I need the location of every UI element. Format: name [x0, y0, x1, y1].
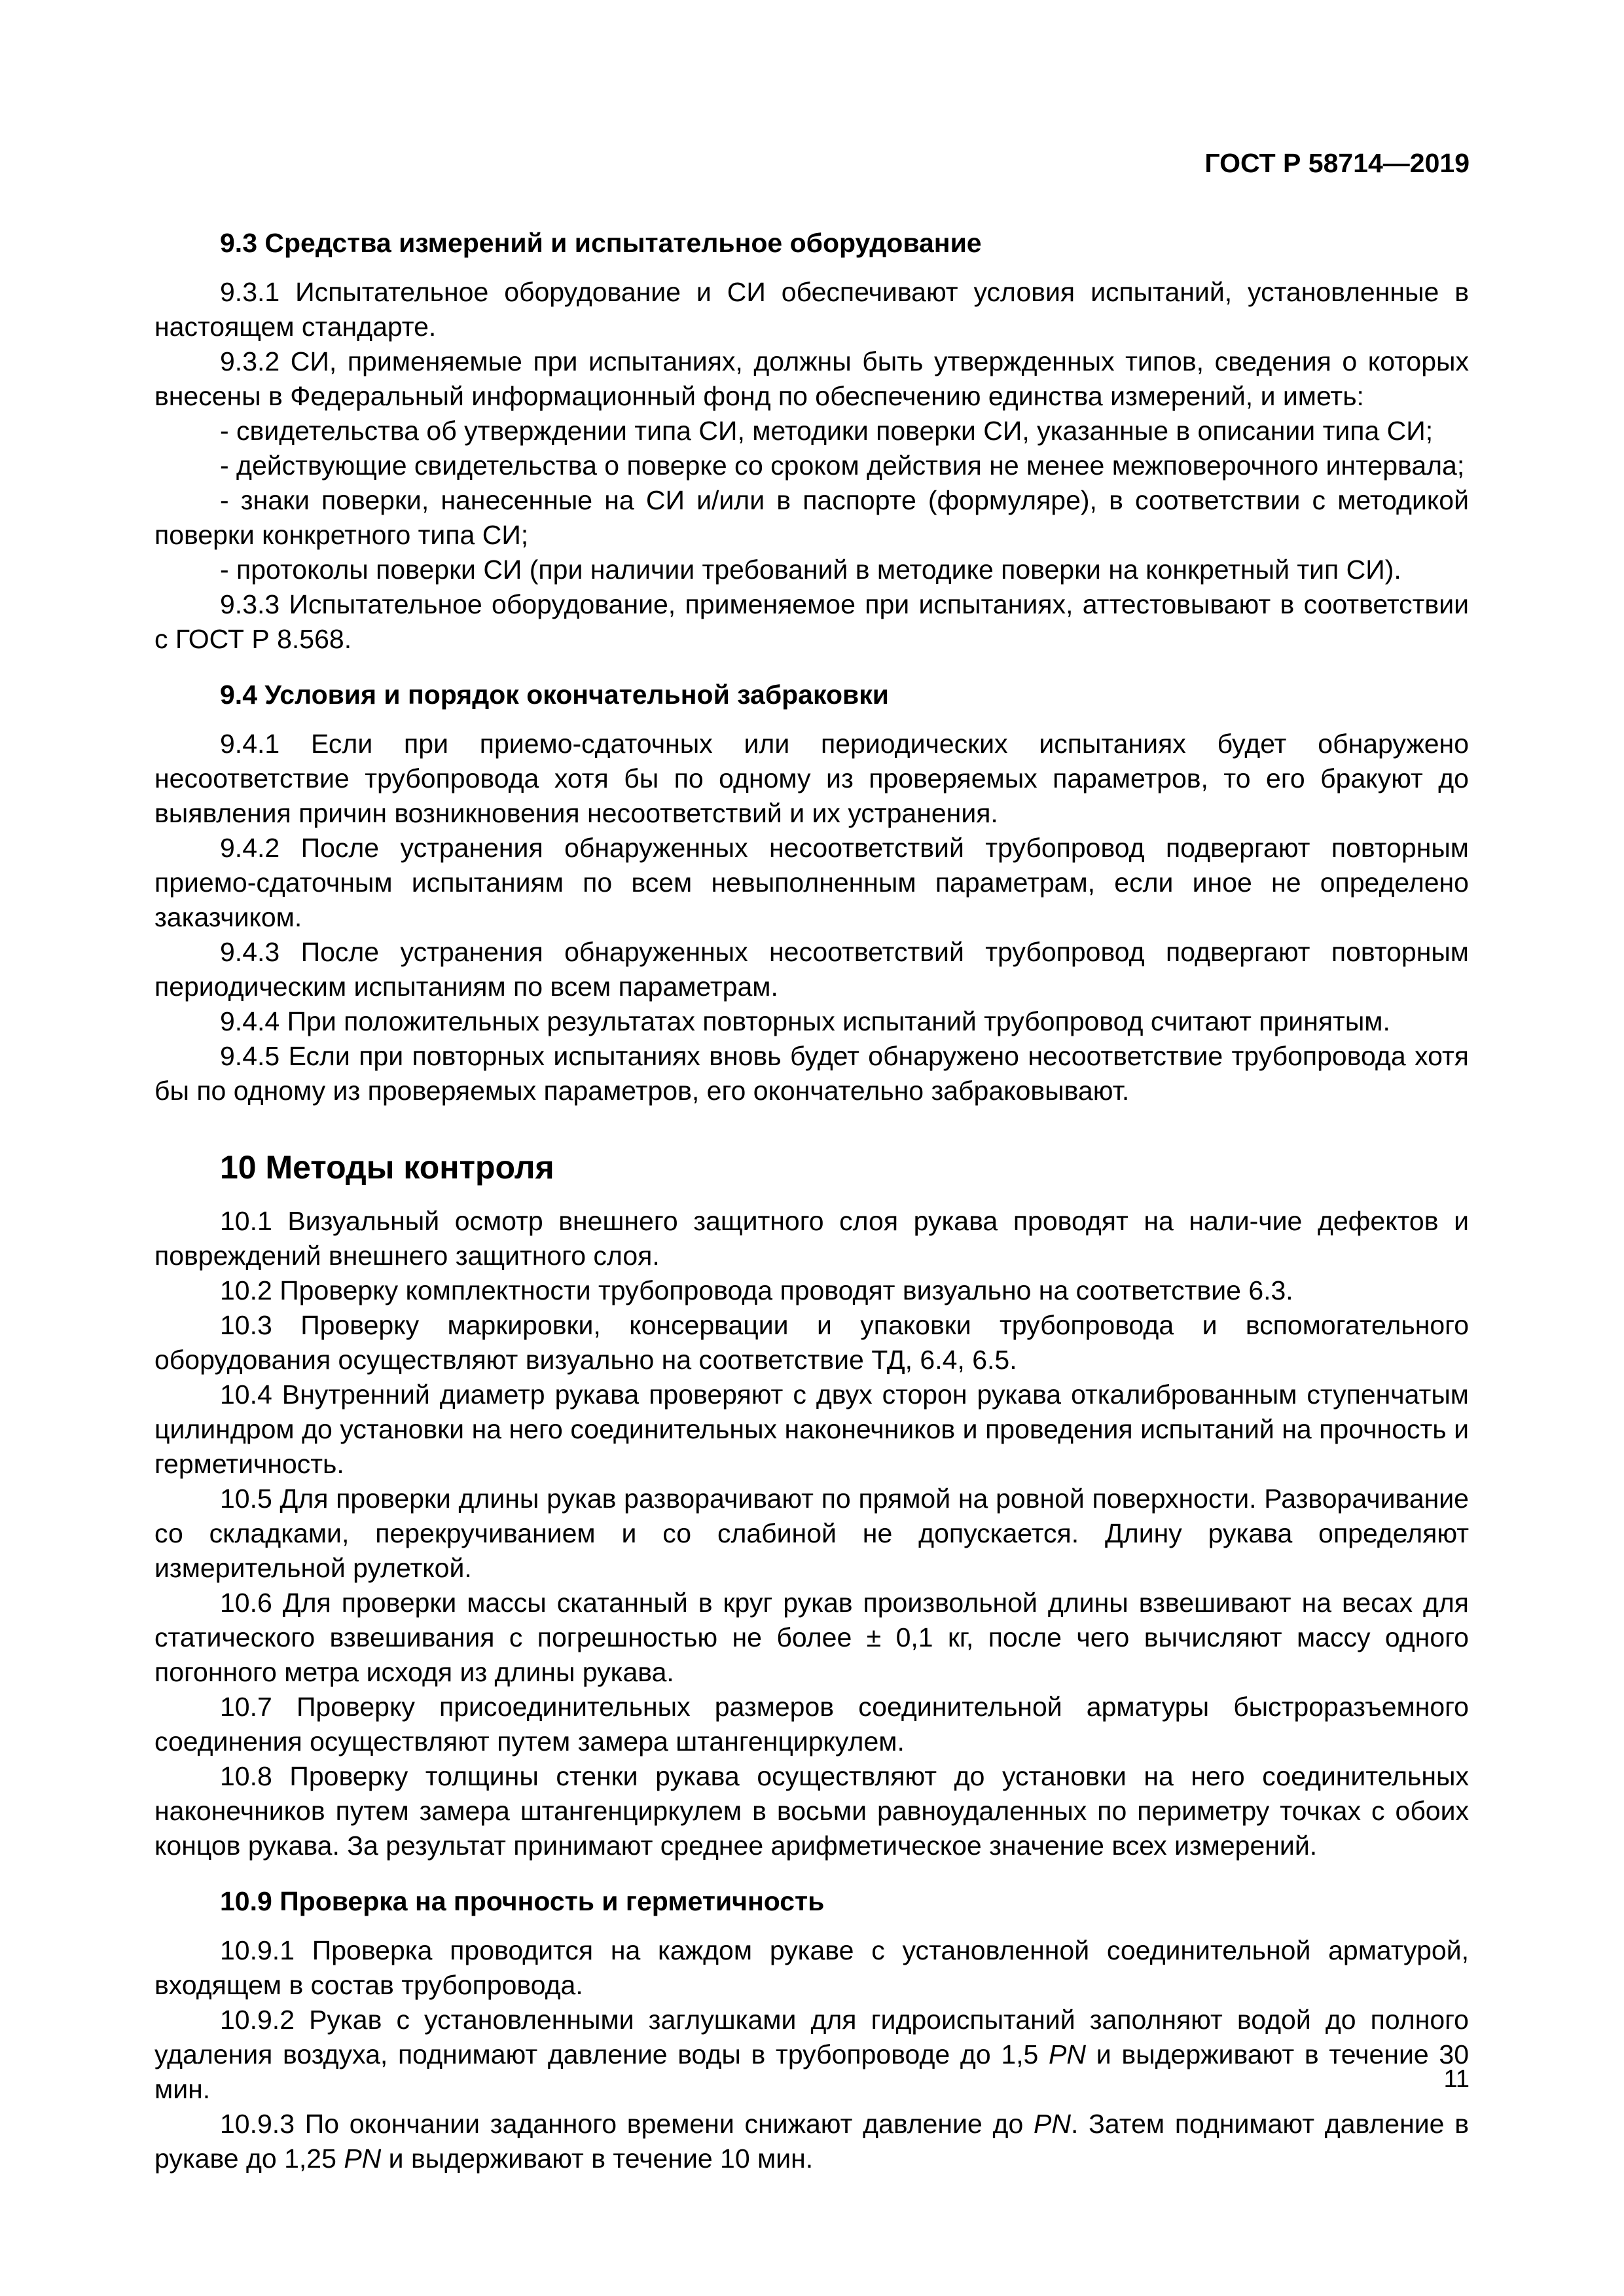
paragraph-9-4-5: 9.4.5 Если при повторных испытаниях вновь будет обнаружено несоответствие трубопровода хотя бы по одному из проверяемых параметров, его окончательно забраковывают.	[154, 1041, 1469, 1106]
paragraph-9-4-4: 9.4.4 При положительных результатах повторных испытаний трубопровод считают принятым.	[220, 1006, 1390, 1036]
section-heading-9-3: 9.3 Средства измерений и испытательное оборудование	[220, 228, 982, 258]
paragraph-10-6: 10.6 Для проверки массы скатанный в круг рукав произвольной длины взвешивают на весах для статического взвешивания с погрешностью не более ± 0,1 кг, после чего вычисляют массу одного погонного метра исходя из длины рукава.	[154, 1588, 1469, 1687]
paragraph-10-9-1: 10.9.1 Проверка проводится на каждом рукаве с установленной соединительной арматурой, входящем в состав трубопровода.	[154, 1935, 1469, 2000]
text-segment: . Затем поднимают давление в рукаве до 1,25	[154, 2109, 1469, 2174]
section-heading-10: 10 Методы контроля	[220, 1149, 554, 1186]
paragraph-9-3-2: 9.3.2 СИ, применяемые при испытаниях, должны быть утвержденных типов, сведения о которых внесены в Федеральный информационный фонд по обеспечению единства измерений, и иметь:	[154, 346, 1469, 411]
paragraph-9-3-3: 9.3.3 Испытательное оборудование, применяемое при испытаниях, аттестовывают в соответствии с ГОСТ Р 8.568.	[154, 589, 1469, 654]
text-segment: 10.9.2 Рукав с установленными заглушками для гидроиспытаний заполняют водой до полного удаления воздуха, поднимают давление воды в трубопроводе до 1,5	[154, 2005, 1469, 2069]
paragraph-10-8: 10.8 Проверку толщины стенки рукава осуществляют до установки на него соединительных наконечников путем замера штангенциркулем в восьми равноудаленных по периметру точках с обоих концов рукава. За результат принимают среднее арифметическое значение всех измерений.	[154, 1761, 1469, 1861]
paragraph-9-4-1: 9.4.1 Если при приемо-сдаточных или периодических испытаниях будет обнаружено несоответствие трубопровода хотя бы по одному из проверяемых параметров, то его бракуют до выявления причин возникновения несоответствий и их устранения.	[154, 729, 1469, 828]
pn-symbol: PN	[1049, 2039, 1087, 2069]
list-item: - протоколы поверки СИ (при наличии требований в методике поверки на конкретный тип СИ).	[220, 555, 1401, 585]
text-segment: и выдерживают в течение 10 мин.	[381, 2143, 814, 2174]
paragraph-10-9-2	[154, 2003, 1469, 2107]
list-item: - знаки поверки, нанесенные на СИ и/или в паспорте (формуляре), в соответствии с методикой поверки конкретного типа СИ;	[154, 485, 1469, 550]
paragraph-10-1: 10.1 Визуальный осмотр внешнего защитного слоя рукава проводят на нали-чие дефектов и повреждений внешнего защитного слоя.	[154, 1206, 1469, 1271]
paragraph-10-3: 10.3 Проверку маркировки, консервации и упаковки трубопровода и вспомогательного оборудования осуществляют визуально на соответствие ТД, 6.4, 6.5.	[154, 1310, 1469, 1375]
pn-symbol: PN	[344, 2143, 382, 2174]
paragraph-9-4-2: 9.4.2 После устранения обнаруженных несоответствий трубопровод подвергают повторным приемо-сдаточным испытаниям по всем невыполненным параметрам, если иное не определено заказчиком.	[154, 833, 1469, 932]
paragraph-10-9-3	[154, 2107, 1469, 2176]
list-item: - свидетельства об утверждении типа СИ, методики поверки СИ, указанные в описании типа СИ;	[220, 416, 1434, 446]
list-item: - действующие свидетельства о поверке со сроком действия не менее межповерочного интервала;	[220, 450, 1465, 481]
paragraph-10-7: 10.7 Проверку присоединительных размеров соединительной арматуры быстроразъемного соединения осуществляют путем замера штангенциркулем.	[154, 1692, 1469, 1757]
paragraph-10-2: 10.2 Проверку комплектности трубопровода проводят визуально на соответствие 6.3.	[220, 1275, 1293, 1305]
paragraph-9-3-1: 9.3.1 Испытательное оборудование и СИ обеспечивают условия испытаний, установленные в настоящем стандарте.	[154, 277, 1469, 342]
section-heading-9-4: 9.4 Условия и порядок окончательной забраковки	[220, 680, 889, 710]
pn-symbol: PN	[1034, 2109, 1071, 2139]
paragraph-9-4-3: 9.4.3 После устранения обнаруженных несоответствий трубопровод подвергают повторным периодическим испытаниям по всем параметрам.	[154, 937, 1469, 1002]
document-code: ГОСТ Р 58714—2019	[1204, 148, 1470, 178]
text-segment: 10.9.3 По окончании заданного времени снижают давление до	[220, 2109, 1034, 2139]
paragraph-10-5: 10.5 Для проверки длины рукав разворачивают по прямой на ровной поверхности. Разворачивание со складками, перекручиванием и со слабиной не допускается. Длину рукава определяют измерительной рулеткой.	[154, 1484, 1469, 1583]
page-number: 11	[1443, 2066, 1470, 2093]
section-heading-10-9: 10.9 Проверка на прочность и герметичность	[220, 1886, 825, 1916]
text-segment: и выдерживают в течение 30 мин.	[154, 2039, 1469, 2104]
page-content	[154, 219, 1469, 2176]
paragraph-10-4: 10.4 Внутренний диаметр рукава проверяют с двух сторон рукава откалиброванным ступенчатым цилиндром до установки на него соединительных наконечников и проведения испытаний на прочность и герметичность.	[154, 1379, 1469, 1479]
